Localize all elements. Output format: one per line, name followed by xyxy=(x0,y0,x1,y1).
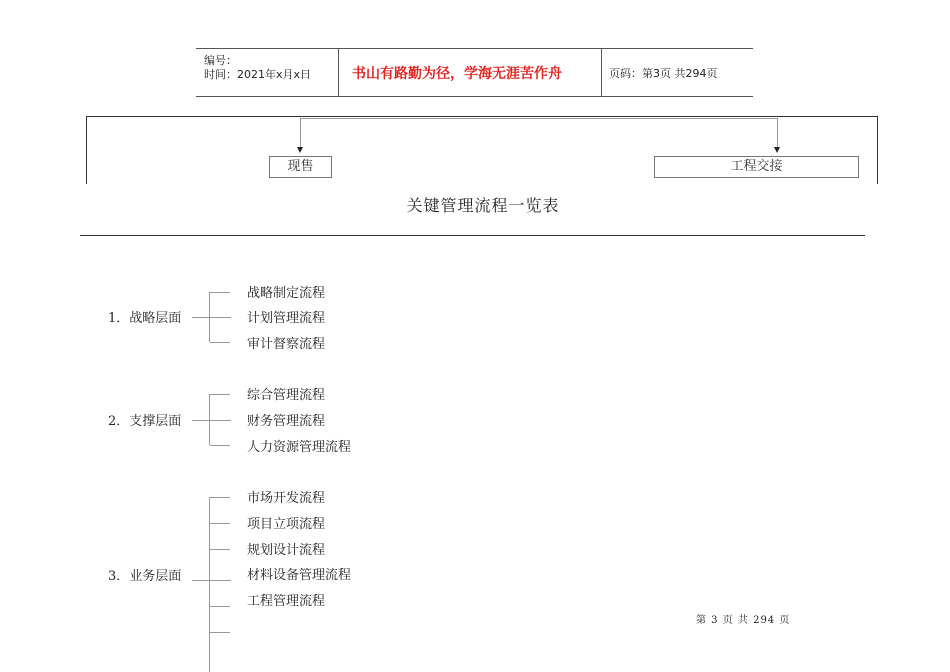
list-item: 工程管理流程 xyxy=(247,594,326,609)
bracket-tick xyxy=(210,292,230,293)
bracket-tick xyxy=(210,497,230,498)
list-item: 材料设备管理流程 xyxy=(247,568,352,583)
page-number: 第 3 页 共 294 页 xyxy=(696,615,791,626)
bracket-tick xyxy=(210,549,230,550)
flow-connector-horizontal xyxy=(300,118,777,119)
list-item: 人力资源管理流程 xyxy=(247,440,352,455)
list-item: 项目立项流程 xyxy=(247,517,326,532)
bracket-tick xyxy=(210,342,230,343)
list-item: 战略制定流程 xyxy=(247,286,326,301)
bracket-tick xyxy=(192,580,231,581)
group-label: 1．战略层面 xyxy=(108,311,182,326)
page-title: 关键管理流程一览表 xyxy=(406,196,560,215)
flow-box-handover: 工程交接 xyxy=(654,156,859,178)
page-info: 页码：第3页 共294页 xyxy=(609,67,718,80)
group-label: 3．业务层面 xyxy=(108,569,182,584)
header-top-rule xyxy=(196,48,753,49)
list-item: 审计督察流程 xyxy=(247,337,326,352)
serial-label: 编号： xyxy=(204,54,237,67)
bracket-tick xyxy=(210,394,230,395)
flow-connector-left xyxy=(300,118,301,148)
bracket-tick xyxy=(210,523,230,524)
bracket-tick xyxy=(192,317,231,318)
bracket-tick xyxy=(210,606,230,607)
list-item: 规划设计流程 xyxy=(247,543,326,558)
title-rule xyxy=(80,235,865,236)
flow-box-presale: 现售 xyxy=(269,156,332,178)
flow-connector-right xyxy=(777,118,778,148)
list-item: 计划管理流程 xyxy=(247,311,326,326)
arrow-down-icon xyxy=(774,147,780,153)
header-divider-left xyxy=(338,48,339,97)
bracket-tick xyxy=(192,420,231,421)
header-divider-right xyxy=(601,48,602,97)
header-bottom-rule xyxy=(196,96,753,97)
flow-frame-top xyxy=(86,116,878,117)
group-label: 2．支撑层面 xyxy=(108,414,182,429)
motto-text: 书山有路勤为径，学海无涯苦作舟 xyxy=(352,66,562,82)
flow-frame-left xyxy=(86,116,87,184)
time-label: 时间：2021年x月x日 xyxy=(204,68,312,81)
list-item: 综合管理流程 xyxy=(247,388,326,403)
bracket-tick xyxy=(210,445,230,446)
bracket-tick xyxy=(210,632,230,633)
flow-frame-right xyxy=(877,116,878,184)
list-item: 财务管理流程 xyxy=(247,414,326,429)
list-item: 市场开发流程 xyxy=(247,491,326,506)
arrow-down-icon xyxy=(297,147,303,153)
